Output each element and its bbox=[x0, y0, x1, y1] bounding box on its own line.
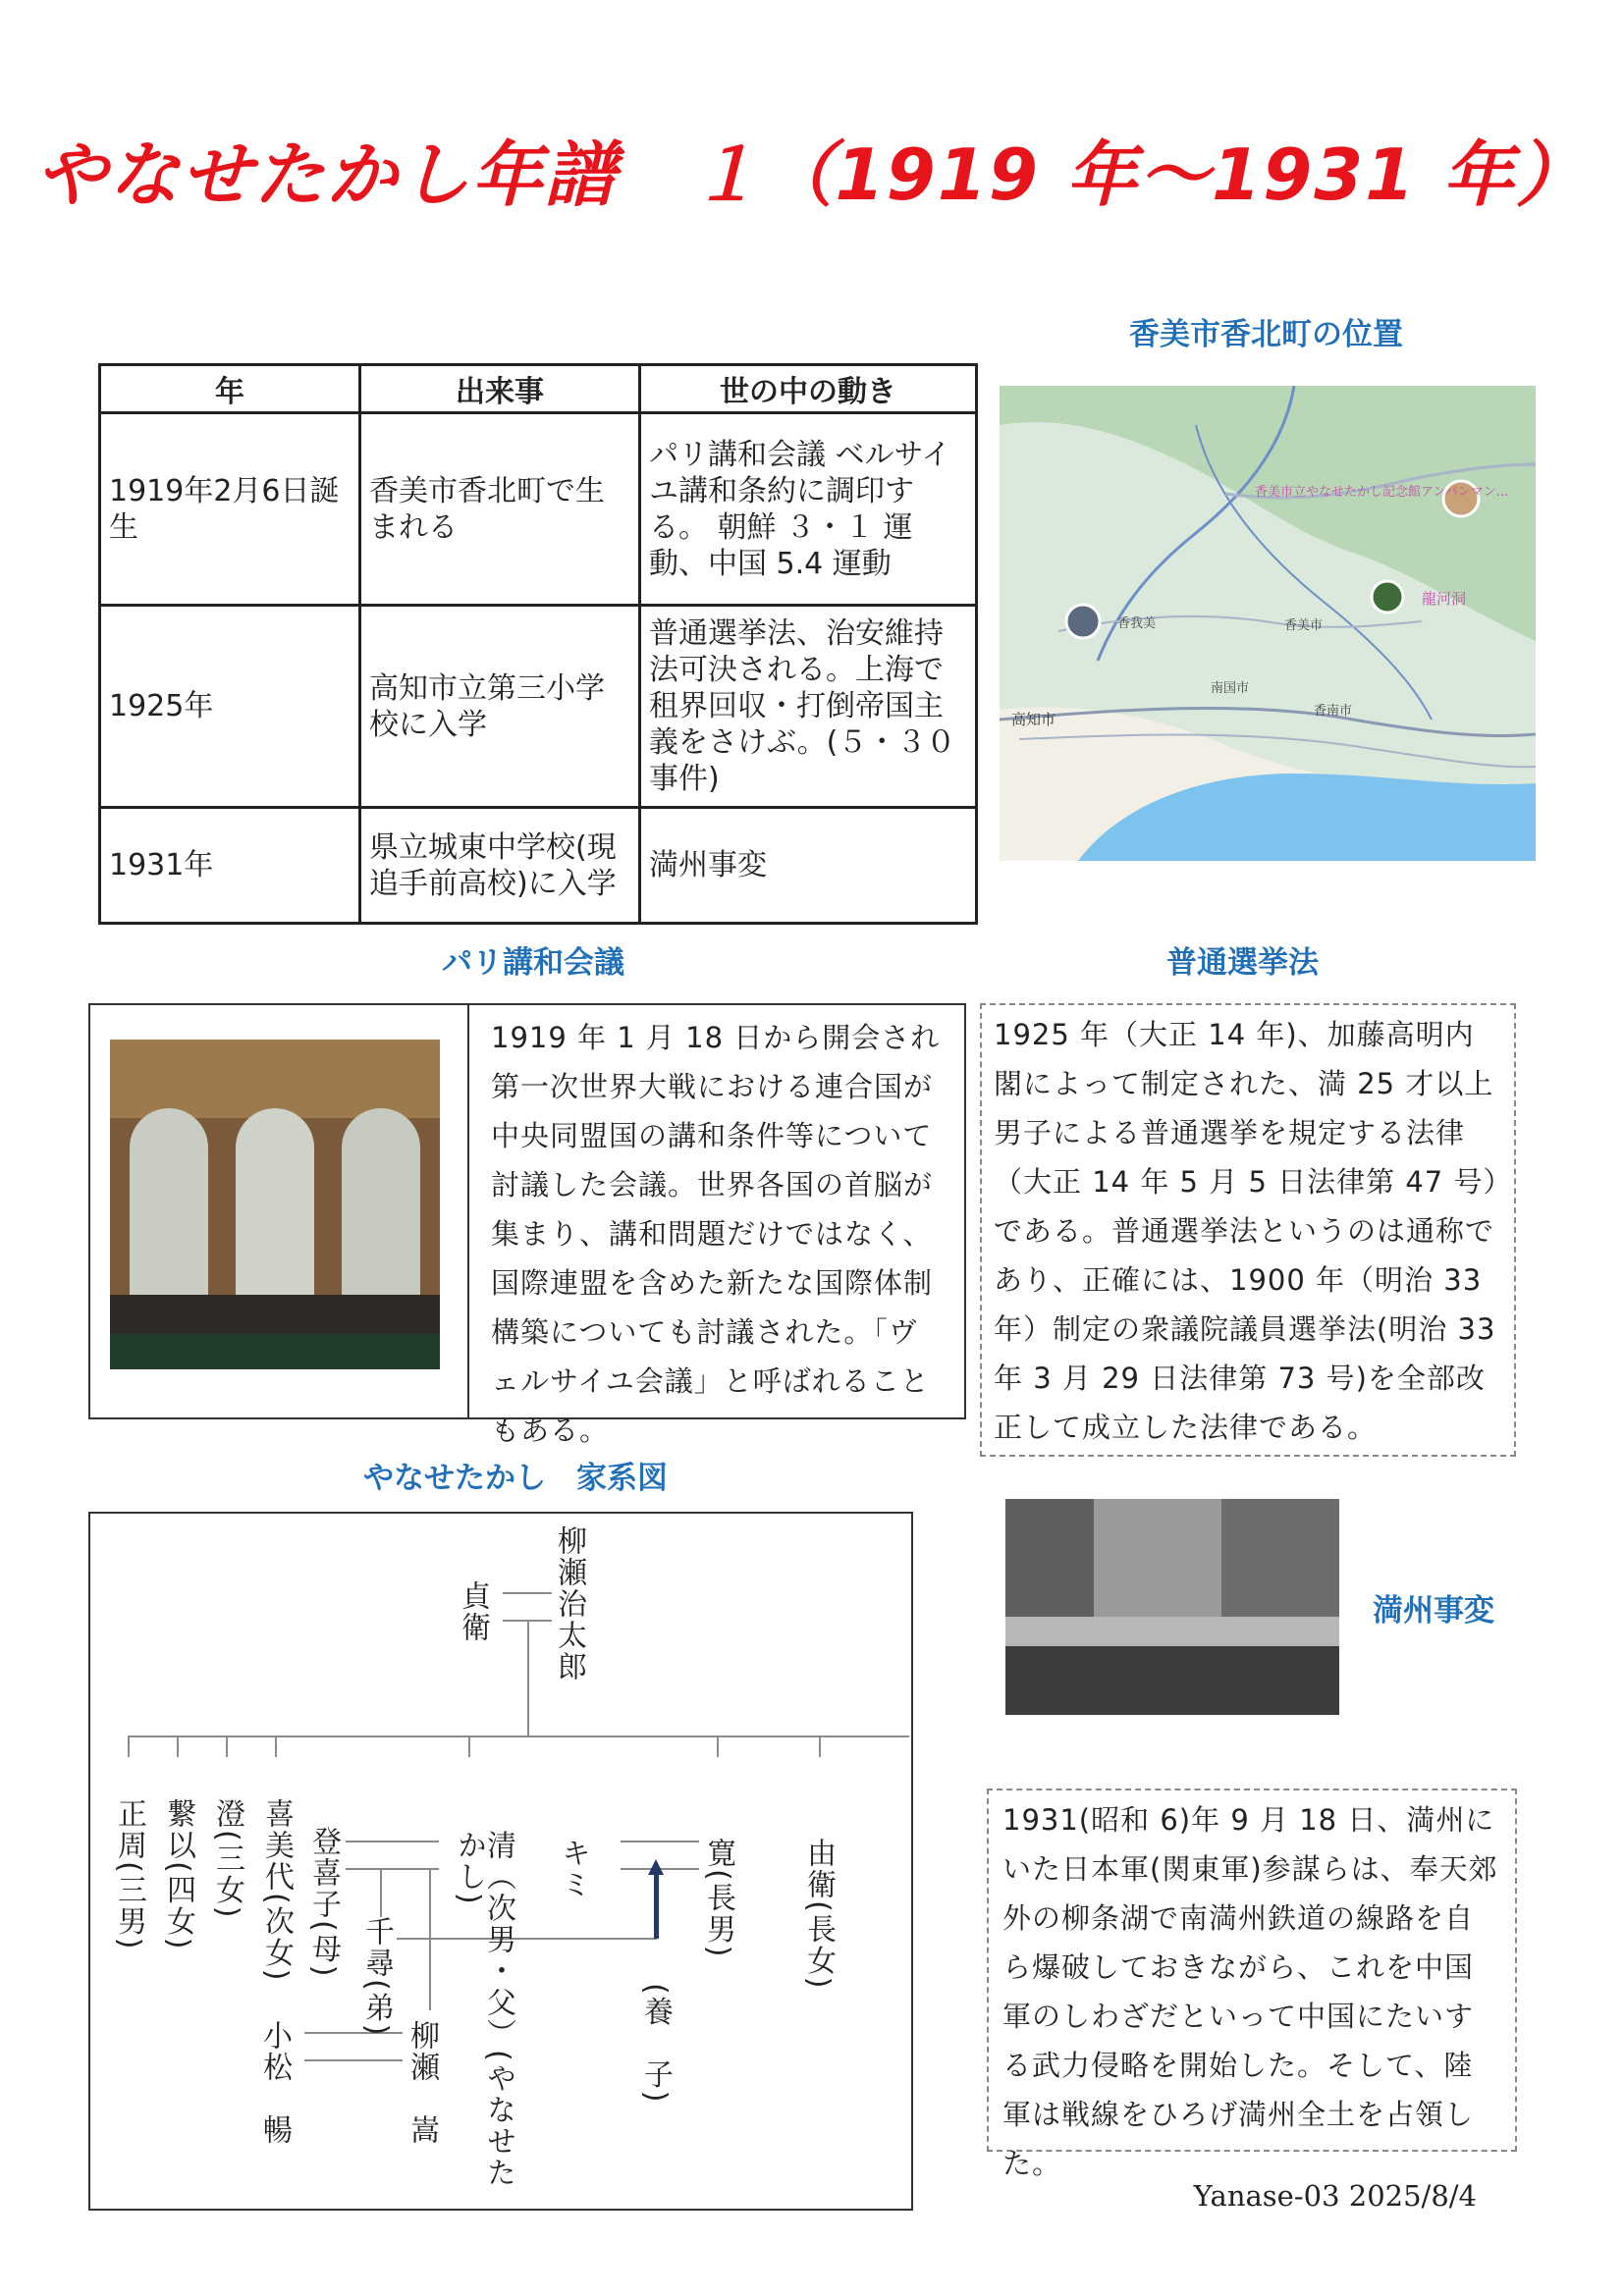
adoption-arrow bbox=[654, 1872, 659, 1939]
marriage-line bbox=[304, 2059, 403, 2061]
name-tomiko: 登喜子(母) bbox=[306, 1826, 341, 1979]
election-text: 1925 年（大正 14 年)、加藤高明内閣によって制定された、満 25 才以上男子による普通選挙を規定する法律（大正 14 年 5 月 5 日法律第 47 号）である。普通選挙法というのは通称であり、正確には、1900 年（明治 33 年）制定の衆議院議員選挙法(明治 33 年 3 月 29 日法律第 73 号)を全部改正して成立した法律である。 bbox=[980, 1003, 1516, 1457]
name-adopt: (養 子) bbox=[638, 1983, 673, 2105]
name-masachika: 正周(三男) bbox=[112, 1798, 146, 1951]
chronology-table bbox=[98, 363, 978, 925]
branch-line bbox=[177, 1735, 179, 1757]
branch-line bbox=[717, 1735, 719, 1757]
arrow-head-icon bbox=[648, 1859, 664, 1875]
table-row bbox=[100, 606, 977, 808]
marriage-line bbox=[346, 1868, 439, 1870]
marriage-line bbox=[346, 1841, 439, 1842]
cell-world: 普通選挙法、治安維持法可決される。上海で租界回収・打倒帝国主義をさけぶ。(５・３０事件) bbox=[640, 606, 977, 808]
cell-world: 満州事変 bbox=[640, 808, 977, 924]
name-kiyoshi: 清（次男・父）(やなせたかし) bbox=[452, 1830, 515, 2189]
name-komatsu: 小松 暢 bbox=[257, 2020, 292, 2146]
manchuria-heading: 満州事変 bbox=[1373, 1593, 1494, 1629]
marriage-line bbox=[621, 1841, 699, 1842]
manchuria-text: 1931(昭和 6)年 9 月 18 日、満州にいた日本軍(関東軍)参謀らは、奉天郊外の柳条湖で南満州鉄道の線路を自ら爆破しておきながら、これを中国軍のしわざだといって中国にたいする武力侵略を開始した。そして、陸軍は戦線をひろげ満州全土を占領した。 bbox=[987, 1789, 1517, 2152]
branch-line bbox=[226, 1735, 228, 1757]
table-row bbox=[100, 413, 977, 606]
election-heading: 普通選挙法 bbox=[1166, 945, 1319, 981]
map-image bbox=[1000, 386, 1536, 861]
family-tree bbox=[88, 1512, 913, 2211]
paris-painting-image bbox=[110, 1040, 440, 1369]
cell-year: 1925年 bbox=[100, 606, 360, 808]
adoption-line bbox=[397, 1938, 657, 1940]
name-hiroshi: 寛(長男) bbox=[701, 1838, 735, 1959]
name-chihiro: 千尋(弟) bbox=[359, 1916, 394, 2038]
table-row bbox=[100, 808, 977, 924]
col-header-event: 出来事 bbox=[360, 365, 640, 413]
map-label-museum: 香美市立やなせたかし記念館アンパンマン… bbox=[1255, 485, 1509, 500]
cell-event: 県立城東中学校(現追手前高校)に入学 bbox=[360, 808, 640, 924]
cell-event: 高知市立第三小学校に入学 bbox=[360, 606, 640, 808]
sibling-line bbox=[128, 1735, 909, 1737]
name-kimi: キミ bbox=[556, 1838, 590, 1900]
col-header-world: 世の中の動き bbox=[640, 365, 977, 413]
cell-year: 1919年2月6日誕生 bbox=[100, 413, 360, 606]
branch-line bbox=[275, 1735, 277, 1757]
col-header-year: 年 bbox=[100, 365, 360, 413]
map-label-nankoku: 南国市 bbox=[1211, 681, 1250, 696]
paris-box bbox=[88, 1003, 966, 1447]
name-takashi: 柳瀬 嵩 bbox=[405, 2020, 439, 2146]
branch-line bbox=[819, 1735, 821, 1757]
branch-line bbox=[128, 1735, 130, 1757]
cell-world: パリ講和会議 ベルサイユ講和条約に調印する。 朝鮮 ３・１ 運動、中国 5.4 運動 bbox=[640, 413, 977, 606]
branch-line bbox=[468, 1735, 470, 1757]
name-kiyo: 喜美代(次女) bbox=[259, 1798, 294, 1983]
cell-year: 1931年 bbox=[100, 808, 360, 924]
map-label-kami: 香美市 bbox=[1284, 618, 1324, 633]
name-tei: 貞衛 bbox=[456, 1580, 490, 1643]
map-label-kagami: 香我美 bbox=[1117, 616, 1157, 631]
family-heading: やなせたかし 家系図 bbox=[363, 1461, 668, 1496]
footer: Yanase-03 2025/8/4 bbox=[1193, 2179, 1477, 2213]
marriage-line bbox=[503, 1592, 552, 1594]
map-heading: 香美市香北町の位置 bbox=[1129, 317, 1403, 352]
map-label-kochi: 高知市 bbox=[1011, 711, 1056, 728]
map-label-konan: 香南市 bbox=[1314, 704, 1353, 719]
name-jitaro: 柳瀬治太郎 bbox=[552, 1525, 586, 1682]
map-label-ryugado: 龍河洞 bbox=[1422, 590, 1467, 608]
paris-heading: パリ講和会議 bbox=[442, 945, 624, 981]
name-yoshie: 由衛(長女) bbox=[801, 1838, 836, 1991]
descent-line bbox=[527, 1620, 529, 1737]
name-tsunai: 繋以(四女) bbox=[161, 1798, 195, 1951]
cell-event: 香美市香北町で生まれる bbox=[360, 413, 640, 606]
paris-image-cell bbox=[90, 1005, 469, 1417]
name-chou: 澄(三女) bbox=[210, 1798, 244, 1920]
manchuria-photo-image bbox=[1005, 1499, 1339, 1715]
paris-text: 1919 年 1 月 18 日から開会され第一次世界大戦における連合国が中央同盟国の講和条件等について討議した会議。世界各国の首脳が集まり、講和問題だけではなく、国際連盟を含めた新たな国際体制構築についても討議された。「ヴェルサイユ会議」と呼ばれることもある。 bbox=[491, 1021, 941, 1447]
descent-line bbox=[380, 1868, 382, 1917]
table-header-row bbox=[100, 365, 977, 413]
page-title: やなせたかし年譜 １（1919 年～1931 年） bbox=[35, 133, 1589, 216]
